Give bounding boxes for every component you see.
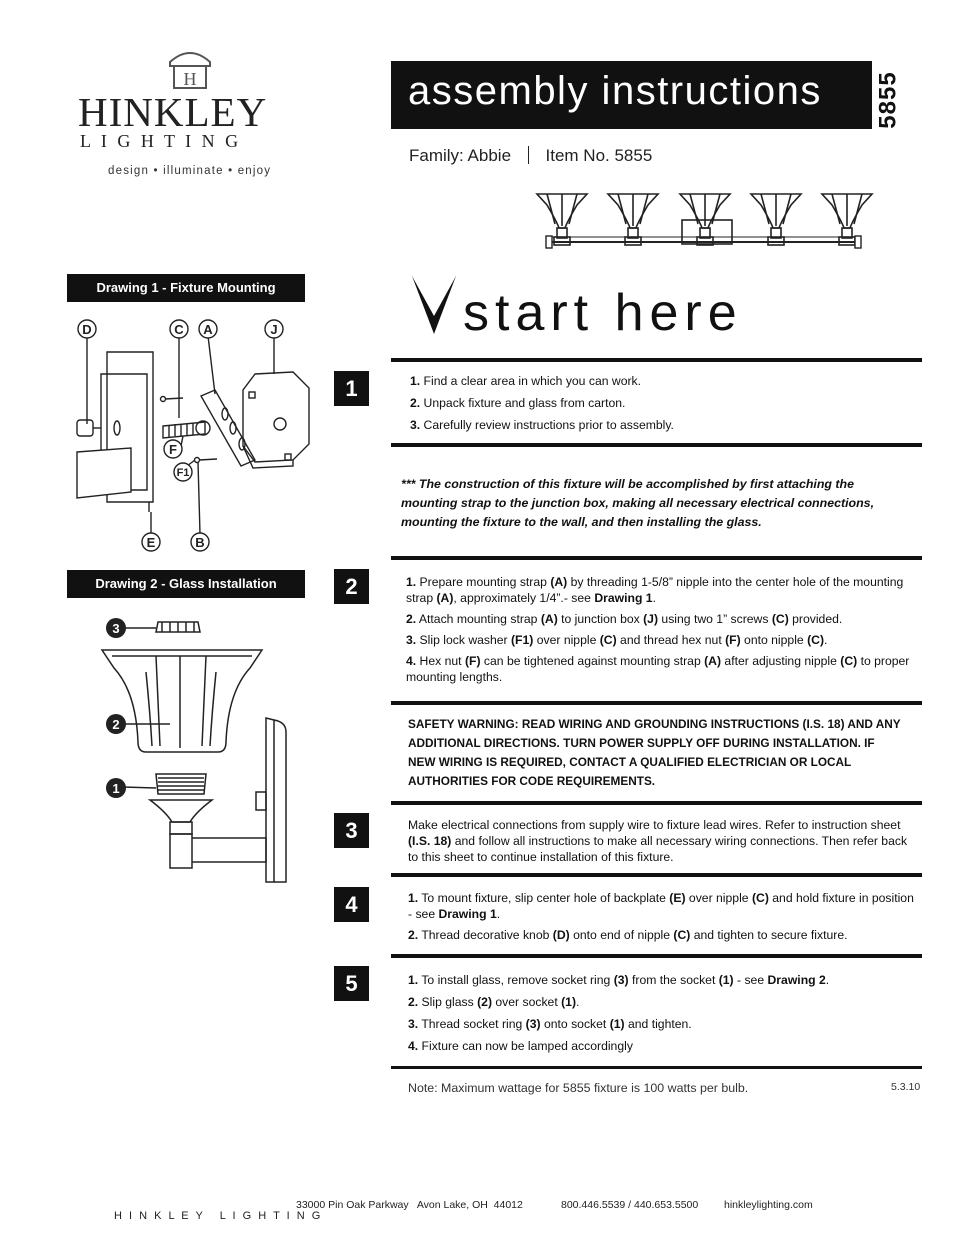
brand-name: HINKLEY bbox=[78, 89, 268, 135]
step-1-number: 1 bbox=[334, 371, 369, 406]
footer-phone: 800.446.5539 / 440.653.5500 bbox=[561, 1199, 699, 1211]
construction-note: *** The construction of this fixture will be accomplished by first attaching the mounting strap to the junction box, making all necessary electrical connections, mounting the fixture to the wall, and then installing the glass. bbox=[401, 477, 875, 529]
svg-text:H: H bbox=[183, 69, 197, 89]
logo-emblem-icon bbox=[160, 44, 220, 92]
step-5-text: 1. To install glass, remove socket ring (3) from the socket (1) - see Drawing 2. 2. Slip glass (2) over socket (1). 3. Thread socket ring (3) onto socket (1) and tighten. 4. Fixture can now be lamped accordingly bbox=[408, 973, 830, 1053]
step-4-text: 1. To mount fixture, slip center hole of backplate (E) over nipple (C) and hold fixture in position - see Drawing 1. 2. Thread decorative knob (D) onto end of nipple (C) and tighten to secure fixture. bbox=[408, 891, 914, 942]
step-1-list bbox=[410, 374, 915, 438]
wattage-note: Note: Maximum wattage for 5855 fixture is 100 watts per bulb. bbox=[408, 1081, 749, 1095]
callout-1: 1 bbox=[112, 781, 120, 796]
safety-warning: SAFETY WARNING: READ WIRING AND GROUNDING INSTRUCTIONS (I.S. 18) AND ANY ADDITIONAL DIRECTIONS. TURN POWER SUPPLY OFF DURING INSTALLATION. IF NEW WIRING IS REQUIRED, CONTACT A QUALIFIED ELECTRICIAN OR LOCAL AUTHORITIES FOR CODE REQUIREMENTS. bbox=[408, 717, 901, 788]
callout-d: D bbox=[82, 322, 92, 337]
callout-j: J bbox=[270, 322, 278, 337]
item-number: 5855 bbox=[874, 71, 902, 129]
step-2-number: 2 bbox=[334, 569, 369, 604]
item-number-vertical bbox=[872, 58, 952, 128]
page-title: assembly instructions bbox=[408, 69, 822, 113]
drawing-2-glass-installation bbox=[100, 612, 300, 887]
callout-2: 2 bbox=[112, 717, 120, 732]
footer-brand: H I N K L E Y L I G H T I N G bbox=[114, 1210, 323, 1222]
brand-tagline: design • illuminate • enjoy bbox=[108, 165, 272, 177]
family-label: Family: Abbie bbox=[409, 146, 512, 165]
footer-web[interactable]: hinkleylighting.com bbox=[724, 1199, 813, 1211]
start-arrow-icon bbox=[412, 276, 458, 336]
callout-3: 3 bbox=[112, 621, 120, 636]
drawing-2-title: Drawing 2 - Glass Installation bbox=[67, 570, 305, 598]
footer-address: 33000 Pin Oak Parkway Avon Lake, OH 44012 bbox=[296, 1199, 523, 1211]
callout-c: C bbox=[174, 322, 184, 337]
brand-logo bbox=[78, 44, 308, 184]
callout-f: F bbox=[169, 442, 177, 457]
step-5-number: 5 bbox=[334, 966, 369, 1001]
title-bar bbox=[391, 61, 872, 129]
family-line bbox=[409, 146, 652, 166]
callout-b: B bbox=[195, 535, 205, 550]
step-2-text: 1. Prepare mounting strap (A) by threading 1-5/8” nipple into the center hole of the mounting strap (A), approximately 1/4”.- see Drawing 1. 2. Attach mounting strap (A) to junction box (J) using two 1” screws (C) provided. 3. Slip lock washer (F1) over nipple (C) and thread hex nut (F) onto nipple (C). 4. Hex nut (F) can be tightened against mounting strap (A) after adjusting nipple (C) to proper mounting lengths. bbox=[406, 575, 910, 684]
callout-a: A bbox=[203, 322, 213, 337]
brand-sub: L I G H T I N G bbox=[80, 131, 242, 151]
fixture-illustration bbox=[532, 190, 877, 255]
item-label: Item No. 5855 bbox=[545, 146, 653, 165]
step-3-number: 3 bbox=[334, 813, 369, 848]
step-3-text: Make electrical connections from supply wire to fixture lead wires. Refer to instruction sheet (I.S. 18) and follow all instructions to make all necessary wiring connections. Then refer back to this sheet to continue installation of this fixture. bbox=[408, 818, 908, 864]
list-item: 3. Carefully review instructions prior to assembly. bbox=[410, 418, 674, 432]
drawing-1-fixture-mounting bbox=[65, 312, 315, 557]
start-here-heading: start here bbox=[463, 284, 743, 342]
callout-f1: F1 bbox=[176, 467, 190, 479]
footer bbox=[108, 1198, 322, 1222]
step-4-number: 4 bbox=[334, 887, 369, 922]
drawing-1-title: Drawing 1 - Fixture Mounting bbox=[67, 274, 305, 302]
callout-e: E bbox=[146, 535, 156, 550]
revision-date: 5.3.10 bbox=[891, 1081, 921, 1093]
list-item: 1. Find a clear area in which you can work. bbox=[410, 374, 642, 388]
list-item: 2. Unpack fixture and glass from carton. bbox=[410, 396, 626, 410]
